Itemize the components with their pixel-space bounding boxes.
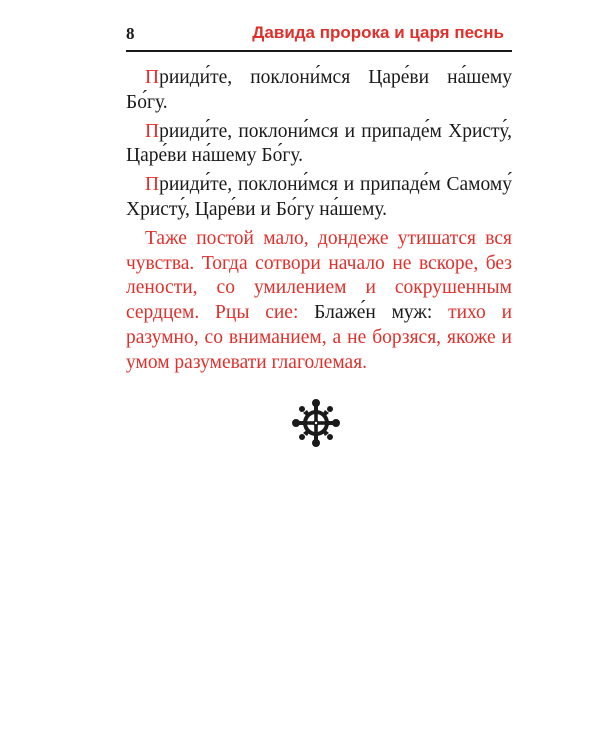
verse-3-text: рииди́те, поклони́мся и припаде́м Самому́ Христу́, Царе́ви и Бо́гу на́шему. (126, 174, 512, 220)
body-text (126, 66, 512, 380)
rubric-instruction (126, 227, 512, 376)
verse-2-initial: П (145, 120, 160, 142)
psalm-incipit: Блаже́н муж: (314, 302, 433, 324)
page-header (126, 22, 512, 52)
header-rule (126, 50, 512, 52)
running-title: Давида пророка и царя песнь (252, 23, 504, 42)
verse-3-initial: П (145, 174, 160, 196)
page-number: 8 (126, 24, 135, 43)
verse-3 (126, 173, 512, 223)
verse-1-initial: П (145, 67, 160, 88)
cross-ornament-icon (290, 397, 342, 449)
verse-1 (126, 66, 512, 116)
verse-2 (126, 120, 512, 170)
rubric-before: Таже постой мало, дондеже утишатся вся чувства. Тогда сотвори начало не вскоре, без лености, со умилением и сокрушенным сердцем. Рцы сие: (126, 227, 512, 324)
verse-2-text: рииди́те, поклони́мся и припаде́м Христу́, Царе́ви на́шему Бо́гу. (126, 120, 512, 167)
rubric-after: тихо и разумно, со вниманием, а не борзяся, якоже и умом разумевати глаголемая. (126, 302, 512, 373)
verse-1-text: рииди́те, поклони́мся Царе́ви на́шему Бо́гу. (126, 67, 512, 113)
